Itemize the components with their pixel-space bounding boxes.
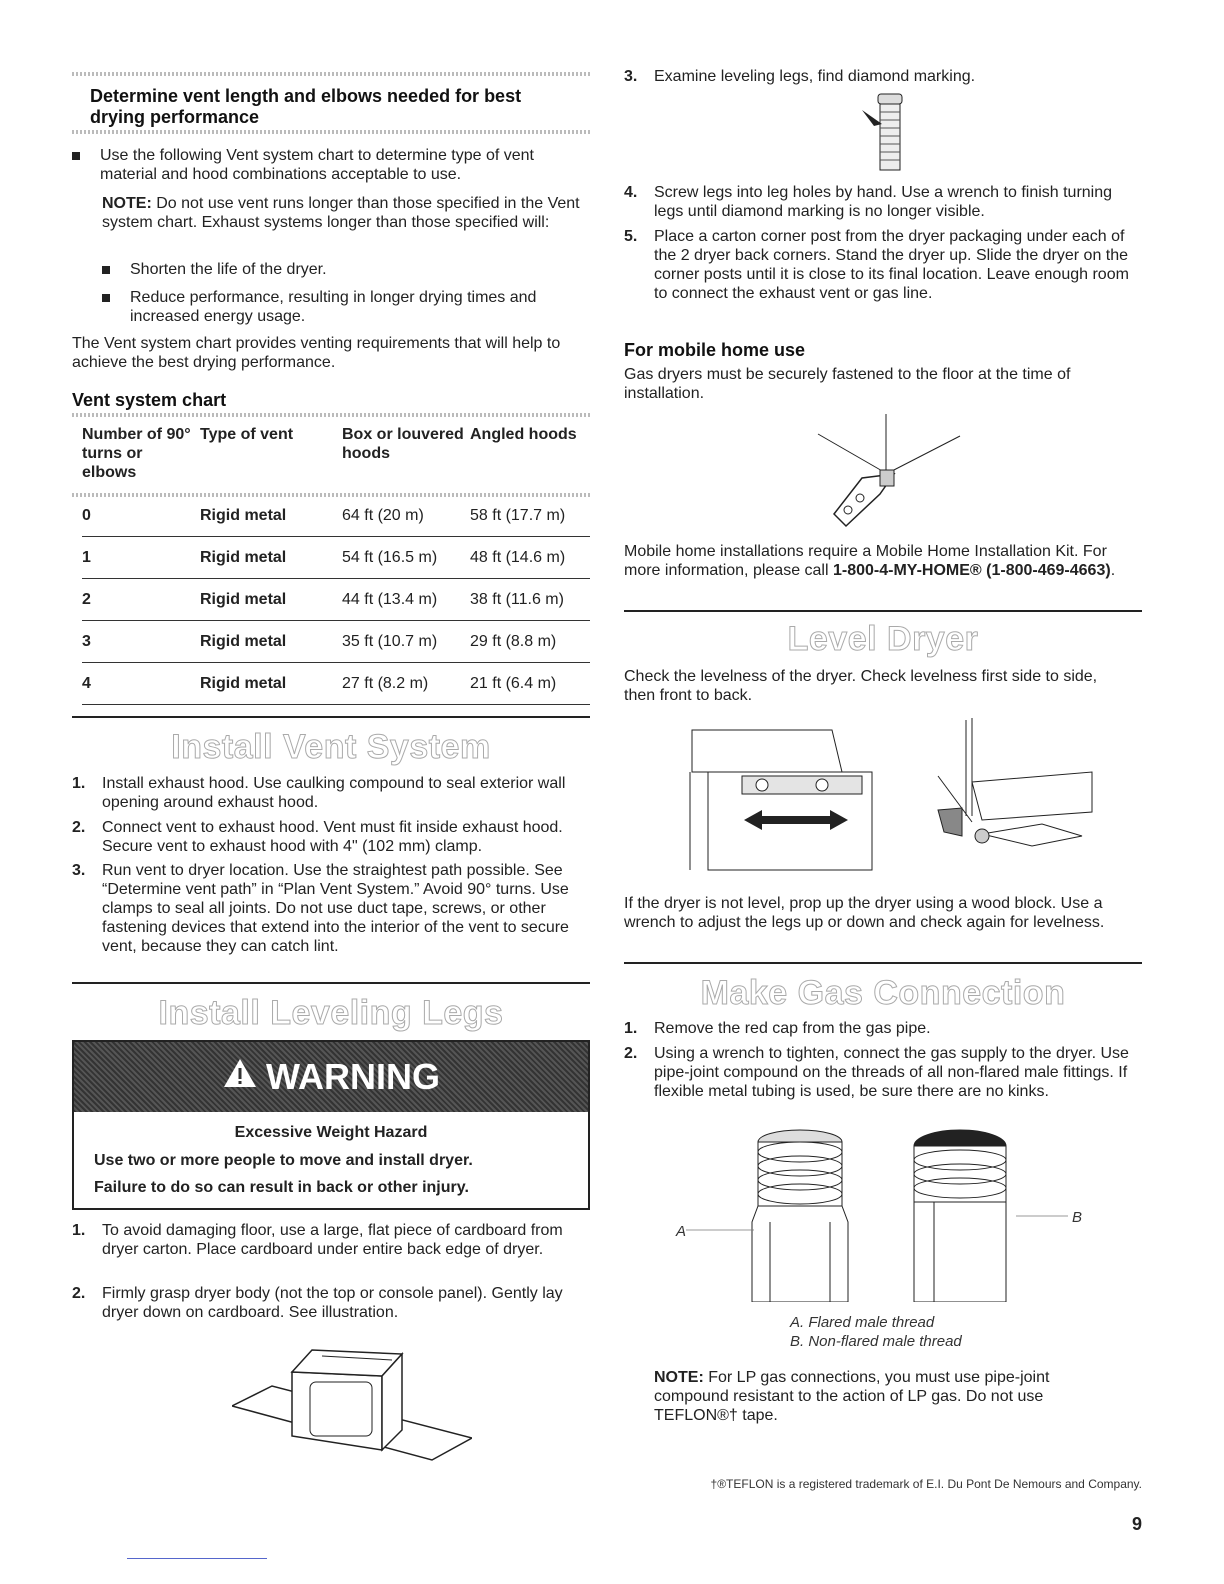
- leveling-leg-illustration: [860, 90, 920, 179]
- cell-turns: 1: [82, 537, 200, 579]
- cell-box: 35 ft (10.7 m): [342, 621, 470, 663]
- cell-angled: 58 ft (17.7 m): [470, 495, 590, 537]
- vent-chart-title: Vent system chart: [72, 390, 227, 410]
- step-number: 5.: [624, 228, 638, 245]
- step-text: Remove the red cap from the gas pipe.: [654, 1020, 931, 1037]
- warning-line-2: Failure to do so can result in back or other injury.: [94, 1179, 469, 1196]
- note-text: For LP gas connections, you must use pipe-joint compound resistant to the action of LP gas. Do not use TEFLON®† tape.: [654, 1369, 1050, 1424]
- vent-table-body: [82, 495, 590, 705]
- header-box-hoods: Box or louvered hoods: [342, 426, 464, 462]
- install-leveling-title: Install Leveling Legs: [158, 994, 504, 1032]
- table-row: [82, 579, 590, 621]
- level-text-2: If the dryer is not level, prop up the dryer using a wood block. Use a wrench to adjust the legs up or down and check again for levelness.: [624, 895, 1105, 931]
- section-divider: [72, 982, 590, 984]
- note-text: Do not use vent runs longer than those specified in the Vent system chart. Exhaust systems longer than those specified will:: [102, 195, 580, 231]
- level-text-1: Check the levelness of the dryer. Check levelness first side to side, then front to back.: [624, 668, 1098, 704]
- bullet-icon: [102, 294, 110, 302]
- vent-chart-title-wrap: [72, 390, 226, 411]
- bullet-icon: [102, 266, 110, 274]
- step-text: Connect vent to exhaust hood. Vent must fit inside exhaust hood. Secure vent to exhaust hood with 4" (102 mm) clamp.: [102, 819, 563, 855]
- list-item: [624, 227, 1142, 303]
- step-text: Examine leveling legs, find diamond marking.: [654, 68, 976, 85]
- section-divider: [624, 962, 1142, 964]
- cell-angled: 29 ft (8.8 m): [470, 621, 590, 663]
- gas-fittings-illustration: [670, 1126, 1090, 1307]
- bullet-text: Reduce performance, resulting in longer drying times and increased energy usage.: [130, 289, 537, 325]
- vent-length-heading: Determine vent length and elbows needed for best drying performance: [90, 86, 522, 127]
- cell-box: 44 ft (13.4 m): [342, 579, 470, 621]
- step-text: Using a wrench to tighten, connect the gas supply to the dryer. Use pipe-joint compound on the threads of all non-flared male fittings. If flexible metal tubing is used, be sure there are no kinks.: [654, 1045, 1129, 1100]
- list-item: [72, 861, 590, 956]
- note-label: NOTE:: [102, 195, 152, 212]
- cell-turns: 0: [82, 495, 200, 537]
- list-item: [624, 1019, 1142, 1038]
- level-dryer-title: Level Dryer: [787, 620, 979, 658]
- step-number: 2.: [72, 819, 86, 836]
- step-text: Screw legs into leg holes by hand. Use a wrench to finish turning legs until diamond marking is no longer visible.: [654, 184, 1113, 220]
- sub-bullet-item: [102, 288, 590, 326]
- list-item: [624, 1044, 1142, 1101]
- hazard-title: Excessive Weight Hazard: [234, 1124, 428, 1141]
- sub-bullet-item: [102, 260, 590, 279]
- header-angled-hoods: Angled hoods: [470, 426, 577, 443]
- step-number: 3.: [72, 862, 86, 879]
- bullet-icon: [72, 152, 80, 160]
- header-turns: Number of 90° turns or elbows: [82, 426, 191, 481]
- warning-header: [74, 1042, 588, 1112]
- warning-line-1: Use two or more people to move and install dryer.: [94, 1152, 473, 1169]
- step-number: 3.: [624, 68, 638, 85]
- caption-b: B. Non-flared male thread: [790, 1333, 962, 1350]
- vent-length-heading-wrap: [90, 86, 570, 128]
- table-row: [82, 537, 590, 579]
- caption-a: A. Flared male thread: [790, 1314, 935, 1331]
- vent-system-table: [82, 425, 590, 482]
- cell-turns: 3: [82, 621, 200, 663]
- chart-intro: [72, 334, 590, 372]
- step-text: Firmly grasp dryer body (not the top or console panel). Gently lay dryer down on cardboard. See illustration.: [102, 1285, 563, 1321]
- label-a: A: [676, 1223, 687, 1240]
- header-type: Type of vent: [200, 426, 294, 443]
- table-header-row: [82, 425, 590, 482]
- list-item: [72, 1221, 590, 1259]
- cell-box: 27 ft (8.2 m): [342, 663, 470, 705]
- step-number: 1.: [72, 1222, 86, 1239]
- phone-number: 1-800-4-MY-HOME®: [832, 562, 982, 579]
- level-text-1-wrap: [624, 667, 1104, 705]
- page-number: 9: [1131, 1514, 1142, 1534]
- cell-angled: 21 ft (6.4 m): [470, 663, 590, 705]
- gas-connection-title: Make Gas Connection: [700, 974, 1066, 1012]
- step-text: Run vent to dryer location. Use the straightest path possible. See “Determine vent path” in “Plan Vent System.” Avoid 90° turns. Use clamps to seal all joints. Do not use duct tape, screws, or other fastening devices that extend into the interior of the vent to secure vent, because they can catch lint.: [102, 862, 569, 955]
- bullet-text: Use the following Vent system chart to determine type of vent material and hood combinations acceptable to use.: [100, 147, 534, 183]
- divider: [72, 72, 590, 76]
- step-number: 2.: [624, 1045, 638, 1062]
- cell-angled: 38 ft (11.6 m): [470, 579, 590, 621]
- step-number: 2.: [72, 1285, 86, 1302]
- note-paragraph: [102, 194, 590, 232]
- cell-angled: 48 ft (14.6 m): [470, 537, 590, 579]
- cell-type: Rigid metal: [200, 621, 342, 663]
- cell-type: Rigid metal: [200, 663, 342, 705]
- warning-box: [72, 1040, 590, 1210]
- divider: [72, 413, 590, 417]
- step-text: To avoid damaging floor, use a large, flat piece of cardboard from dryer carton. Place cardboard under entire back edge of dryer.: [102, 1222, 563, 1258]
- mobile-text: Gas dryers must be securely fastened to the floor at the time of installation.: [624, 366, 1071, 402]
- cell-type: Rigid metal: [200, 537, 342, 579]
- cell-type: Rigid metal: [200, 579, 342, 621]
- gas-note-wrap: [654, 1368, 1124, 1425]
- note-label: NOTE:: [654, 1369, 704, 1386]
- warning-triangle-icon: [222, 1056, 258, 1098]
- list-item: [624, 183, 1142, 221]
- divider: [72, 130, 590, 134]
- step-number: 1.: [72, 775, 86, 792]
- dryer-on-cardboard-illustration: [232, 1346, 472, 1467]
- warning-word: WARNING: [266, 1056, 440, 1097]
- step-number: 4.: [624, 184, 638, 201]
- table-row: [82, 621, 590, 663]
- cell-box: 54 ft (16.5 m): [342, 537, 470, 579]
- section-divider: [72, 716, 590, 718]
- mobile-kit-text: Mobile home installations require a Mobile Home Installation Kit. For more information, please call: [624, 543, 1107, 579]
- list-item: [624, 67, 1142, 86]
- step-text: Install exhaust hood. Use caulking compound to seal exterior wall opening around exhaust hood.: [102, 775, 566, 811]
- mobile-text-wrap: [624, 365, 1124, 403]
- phone-number-alt: (1-800-469-4663): [986, 562, 1111, 579]
- period: .: [1110, 562, 1116, 579]
- step-text: Place a carton corner post from the dryer packaging under each of the 2 dryer back corners. Stand the dryer up. Slide the dryer on the corner posts until it is close to its final location. Leave enough room to connect the exhaust vent or gas line.: [654, 228, 1129, 302]
- list-item: [72, 774, 590, 812]
- mobile-kit-wrap: [624, 542, 1142, 580]
- list-item: [72, 818, 590, 856]
- section-divider: [624, 610, 1142, 612]
- bullet-item: [72, 146, 590, 184]
- cell-turns: 4: [82, 663, 200, 705]
- level-dryer-illustration: [682, 716, 1102, 885]
- mobile-heading-wrap: [624, 340, 805, 361]
- mobile-heading: For mobile home use: [624, 340, 806, 360]
- label-b: B: [1072, 1209, 1083, 1226]
- table-row: [82, 495, 590, 537]
- cell-turns: 2: [82, 579, 200, 621]
- level-text-2-wrap: [624, 894, 1142, 932]
- bullet-text: Shorten the life of the dryer.: [130, 261, 327, 278]
- mobile-bracket-illustration: [814, 414, 974, 535]
- footnote: †®TEFLON is a registered trademark of E.I. Du Pont De Nemours and Company.: [710, 1477, 1142, 1491]
- install-vent-title: Install Vent System: [171, 728, 491, 766]
- list-item: [72, 1284, 590, 1322]
- chart-intro-text: The Vent system chart provides venting requirements that will help to achieve the best drying performance.: [72, 335, 561, 371]
- step-number: 1.: [624, 1020, 638, 1037]
- table-row: [82, 663, 590, 705]
- cell-type: Rigid metal: [200, 495, 342, 537]
- bottom-edge-line: [127, 1558, 267, 1559]
- cell-box: 64 ft (20 m): [342, 495, 470, 537]
